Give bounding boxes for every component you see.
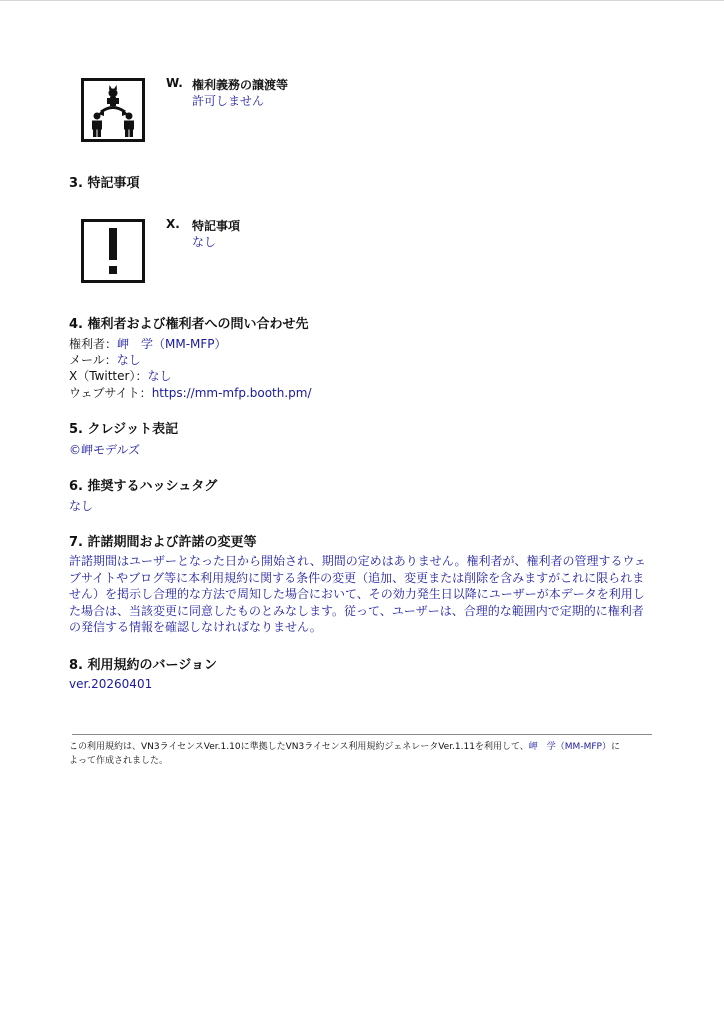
section-title-3: 3. 特記事項: [69, 176, 140, 191]
item-code-w: W.: [166, 76, 183, 90]
rights-holder-label: 権利者：: [69, 337, 118, 351]
footer-author-link[interactable]: 岬 学（MM-MFP）: [528, 742, 611, 752]
footer-line-2: よって作成されました。: [69, 756, 169, 766]
website-label: ウェブサイト：: [69, 386, 152, 400]
credit-value: ©岬モデルズ: [69, 443, 141, 457]
footer-divider: [72, 734, 652, 735]
paragraph-line: た場合は、当該変更に同意したものとみなします。従って、ユーザーは、合理的な範囲内で定期的に権利者: [69, 603, 644, 618]
email-label: メール：: [69, 353, 117, 367]
paragraph-line: せん）を掲示し合理的な方法で周知した場合において、その効力発生日以降にユーザーが本データを利用し: [69, 587, 645, 601]
paragraph-line: の発信する情報を確認しなければなりません。: [69, 620, 322, 634]
section-title-4: 4. 権利者および権利者への問い合わせ先: [69, 317, 309, 332]
website-link[interactable]: https://mm-mfp.booth.pm/: [151, 386, 312, 400]
item-title-x: 特記事項: [192, 219, 241, 233]
twitter-line: [69, 367, 171, 384]
section-title-5: 5. クレジット表記: [69, 422, 179, 437]
section-title-7: 7. 許諾期間および許諾の変更等: [69, 535, 257, 550]
footer-text-after: に: [610, 742, 620, 752]
footer-text: この利用規約は、VN3ライセンスVer.1.10に準拠したVN3ライセンス利用規約ジェネレータVer.1.11を利用して、: [69, 742, 529, 752]
twitter-label: X（Twitter）：: [69, 369, 148, 383]
hashtag-value: なし: [69, 499, 94, 513]
paragraph-line: 許諾期間はユーザーとなった日から開始され、期間の定めはありません。権利者が、権利者の管理するウェ: [69, 554, 646, 568]
twitter-value: なし: [147, 369, 172, 383]
top-border: [0, 0, 724, 1]
item-title-w: 権利義務の譲渡等: [192, 78, 289, 92]
item-code-x: X.: [166, 217, 180, 231]
rights-holder-line: [69, 335, 227, 352]
rights-holder-value: 岬 学（MM-MFP）: [117, 337, 227, 351]
email-line: [69, 351, 141, 368]
section-title-8: 8. 利用規約のバージョン: [69, 658, 217, 673]
version-value: ver.20260401: [69, 677, 153, 691]
transfer-rights-icon: [81, 78, 145, 142]
footer-note: [69, 740, 654, 768]
item-value-x: なし: [192, 235, 217, 249]
license-term-paragraph: [69, 553, 654, 636]
exclamation-icon: [81, 219, 145, 283]
email-value: なし: [116, 353, 141, 367]
item-value-w: 許可しません: [192, 94, 265, 108]
website-line: [69, 384, 312, 401]
paragraph-line: ブサイトやブログ等に本利用規約に関する条件の変更（追加、変更または削除を含みますがこれに限られま: [69, 570, 645, 585]
footer-line-1: [69, 740, 654, 754]
section-title-6: 6. 推奨するハッシュタグ: [69, 479, 218, 494]
